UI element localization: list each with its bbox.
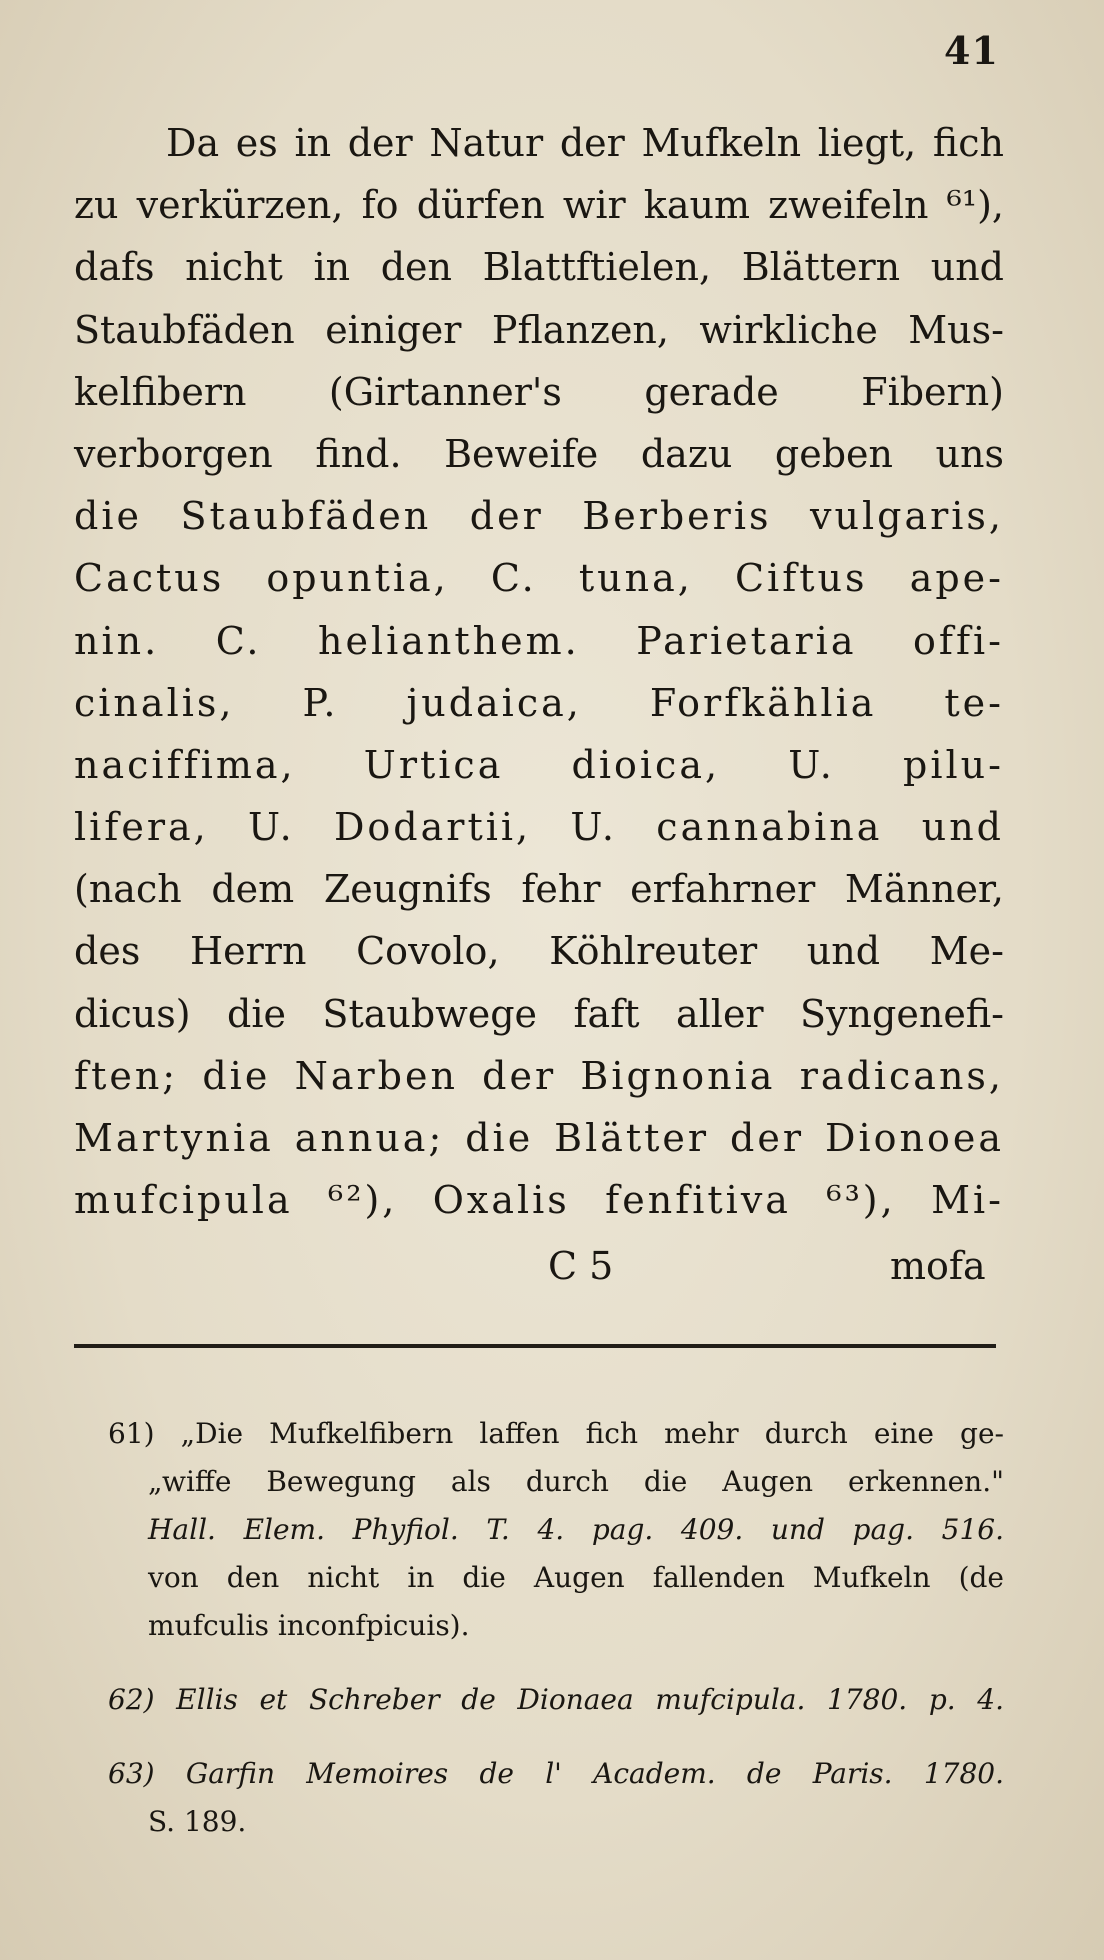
footnote-line: Hall. Elem. Phyfiol. T. 4. pag. 409. und pag. 516. <box>148 1513 1004 1546</box>
text-line: mufcipula ⁶²), Oxalis fenfitiva ⁶³), Mi- <box>74 1178 1004 1223</box>
text-line: die Staubfäden der Berberis vulgaris, <box>74 494 1004 539</box>
text-line: ften; die Narben der Bignonia radicans, <box>74 1053 1004 1098</box>
text-line: Cactus opuntia, C. tuna, Ciftus ape- <box>74 556 1004 601</box>
text-line: Da es in der Natur der Mufkeln liegt, fich <box>166 121 1004 165</box>
text-line: nin. C. helianthem. Parietaria offi- <box>74 618 1004 663</box>
footnote-line: S. 189. <box>148 1805 247 1838</box>
text-line: (nach dem Zeugnifs fehr erfahrner Männer, <box>74 867 1004 912</box>
text-line: naciffima, Urtica dioica, U. pilu- <box>74 742 1004 787</box>
body-text <box>74 112 1004 1231</box>
signature-mark: C 5 <box>548 1244 614 1288</box>
footnote-divider <box>74 1344 996 1348</box>
text-line: kelfibern (Girtanner's gerade Fibern) <box>74 369 1004 414</box>
text-line: cinalis, P. judaica, Forfkählia te- <box>74 680 1004 725</box>
text-line: dicus) die Staubwege faft aller Syngenefi- <box>74 991 1004 1036</box>
page-number: 41 <box>944 28 999 73</box>
footnote-line: von den nicht in die Augen fallenden Mufkeln (de <box>148 1561 1004 1594</box>
text-line: verborgen find. Beweife dazu geben uns <box>74 431 1004 476</box>
footnotes <box>108 1410 1004 1872</box>
text-line: dafs nicht in den Blattftielen, Blättern und <box>74 245 1004 290</box>
footnote-line: 61) „Die Mufkelfibern laffen fich mehr durch eine ge- <box>108 1417 1004 1450</box>
catchword: mofa <box>890 1244 986 1288</box>
text-line: zu verkürzen, fo dürfen wir kaum zweifeln ⁶¹), <box>74 183 1004 228</box>
footnote-line: mufculis inconfpicuis). <box>148 1609 470 1642</box>
text-line: lifera, U. Dodartii, U. cannabina und <box>74 805 1004 850</box>
footnote-62 <box>108 1676 1004 1724</box>
text-line: Staubfäden einiger Pflanzen, wirkliche Mus- <box>74 307 1004 352</box>
text-line: Martynia annua; die Blätter der Dionoea <box>74 1116 1004 1160</box>
text-line: des Herrn Covolo, Köhlreuter und Me- <box>74 929 1004 974</box>
footnote-61 <box>108 1410 1004 1650</box>
footnote-63 <box>108 1750 1004 1846</box>
footnote-line: 62) Ellis et Schreber de Dionaea mufcipula. 1780. p. 4. <box>108 1683 1004 1716</box>
catchline <box>0 1244 1104 1304</box>
footnote-line: 63) Garfin Memoires de l' Academ. de Paris. 1780. <box>108 1757 1004 1790</box>
footnote-line: „wiffe Bewegung als durch die Augen erkennen." <box>148 1465 1004 1498</box>
